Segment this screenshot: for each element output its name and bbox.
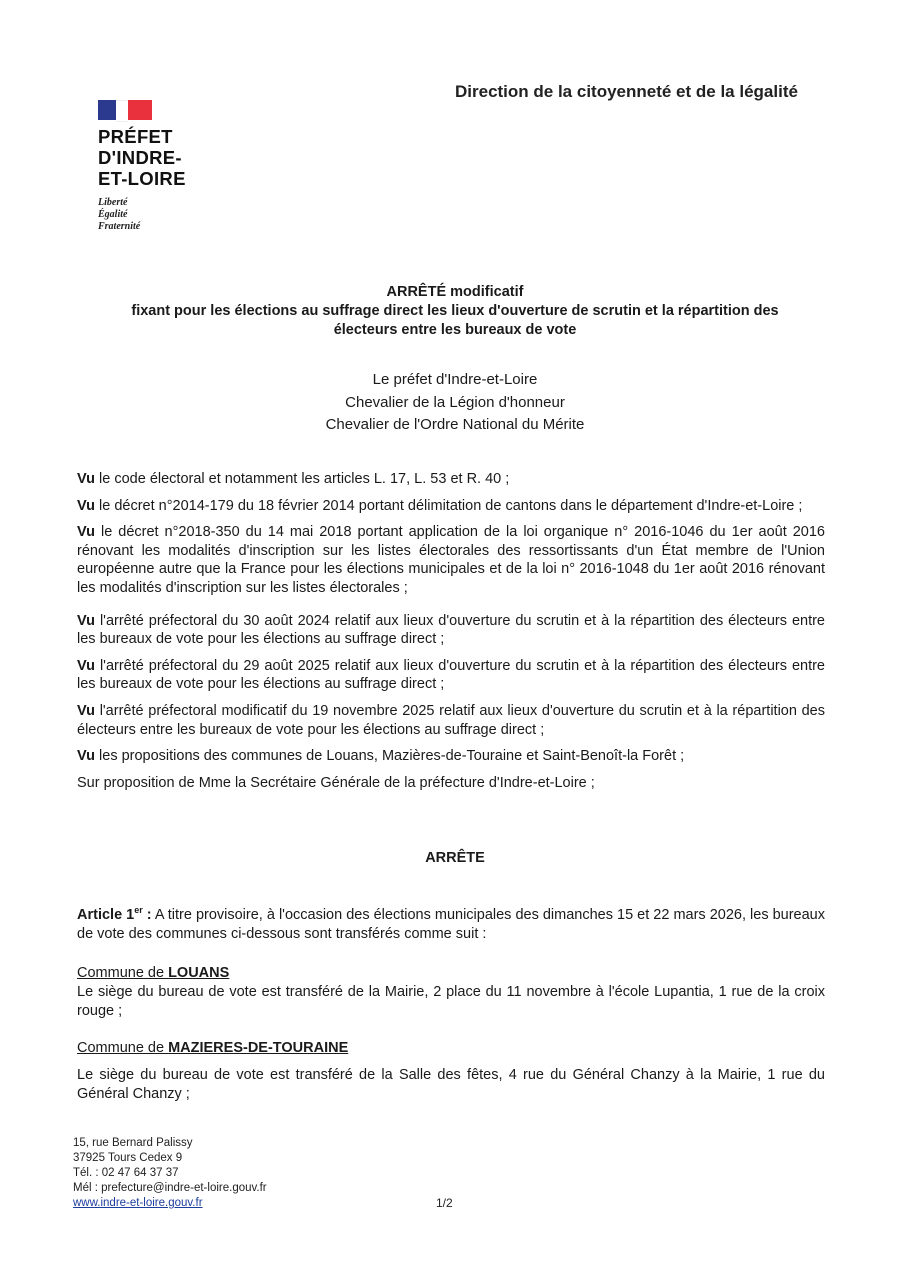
prefecture-logo bbox=[98, 100, 238, 233]
commune-louans bbox=[77, 964, 825, 1021]
recital: Vu le décret n°2018-350 du 14 mai 2018 portant application de la loi organique n° 2016-1046 du 1er août 2016 rénovant les modalités d'inscription sur les listes électorales des ressortissants d'un État membre de l'Union européenne autre que la France pour les élections municipales et de la loi n° 2016-1048 du 1er août 2016 rénovant les modalités d'inscription sur les listes électorales ; bbox=[77, 524, 825, 596]
arrete-heading: ARRÊTE bbox=[425, 850, 485, 866]
commune-mazieres bbox=[77, 1039, 825, 1104]
recital: Sur proposition de Mme la Secrétaire Générale de la préfecture d'Indre-et-Loire ; bbox=[77, 774, 595, 791]
prefecture-name: PRÉFET D'INDRE- ET-LOIRE bbox=[98, 126, 186, 189]
recital: Vu le code électoral et notamment les articles L. 17, L. 53 et R. 40 ; bbox=[77, 471, 510, 487]
decree-title: ARRÊTÉ modificatif fixant pour les élections au suffrage direct les lieux d'ouverture de scrutin et la répartition des électeurs entre les bureaux de vote bbox=[131, 284, 779, 338]
marianne-flag-icon bbox=[98, 100, 152, 120]
page-number: 1/2 bbox=[436, 1196, 453, 1210]
footer-address: 15, rue Bernard Palissy 37925 Tours Cedex 9 Tél. : 02 47 64 37 37 Mél : prefecture@indre-et-loire.gouv.fr www.indre-et-loire.gouv.fr bbox=[73, 1137, 267, 1209]
commune-text: Le siège du bureau de vote est transféré de la Mairie, 2 place du 11 novembre à l'école Lupantia, 1 rue de la croix rouge ; bbox=[77, 984, 825, 1019]
recital: Vu l'arrêté préfectoral modificatif du 19 novembre 2025 relatif aux lieux d'ouverture du scrutin et à la répartition des électeurs entre les bureaux de vote pour les élections au suffrage direct ; bbox=[77, 702, 825, 738]
prefect-titles: Le préfet d'Indre-et-Loire Chevalier de la Légion d'honneur Chevalier de l'Ordre National du Mérite bbox=[325, 371, 585, 433]
commune-text: Le siège du bureau de vote est transféré de la Salle des fêtes, 4 rue du Général Chanzy à la Mairie, 1 rue du Général Chanzy ; bbox=[77, 1067, 825, 1102]
website-link[interactable]: www.indre-et-loire.gouv.fr bbox=[73, 1197, 203, 1209]
recital: Vu le décret n°2014-179 du 18 février 2014 portant délimitation de cantons dans le département d'Indre-et-Loire ; bbox=[77, 497, 803, 514]
article-1: Article 1er : A titre provisoire, à l'occasion des élections municipales des dimanches 15 et 22 mars 2026, les bureaux de vote des communes ci-dessous sont transférés comme suit : bbox=[77, 905, 825, 942]
recital: Vu l'arrêté préfectoral du 29 août 2025 relatif aux lieux d'ouverture du scrutin et à la répartition des électeurs entre les bureaux de vote pour les élections au suffrage direct ; bbox=[77, 657, 825, 693]
recital: Vu les propositions des communes de Louans, Mazières-de-Touraine et Saint-Benoît-la Forêt ; bbox=[77, 748, 685, 765]
recital: Vu l'arrêté préfectoral du 30 août 2024 relatif aux lieux d'ouverture du scrutin et à la répartition des électeurs entre les bureaux de vote pour les élections au suffrage direct ; bbox=[77, 612, 825, 648]
department-heading: Direction de la citoyenneté et de la légalité bbox=[455, 82, 798, 101]
commune-heading: Commune de MAZIERES-DE-TOURAINE bbox=[77, 1040, 349, 1056]
recitals bbox=[77, 470, 825, 800]
republic-motto: Liberté Égalité Fraternité bbox=[98, 197, 141, 232]
commune-heading: Commune de LOUANS bbox=[77, 965, 230, 981]
